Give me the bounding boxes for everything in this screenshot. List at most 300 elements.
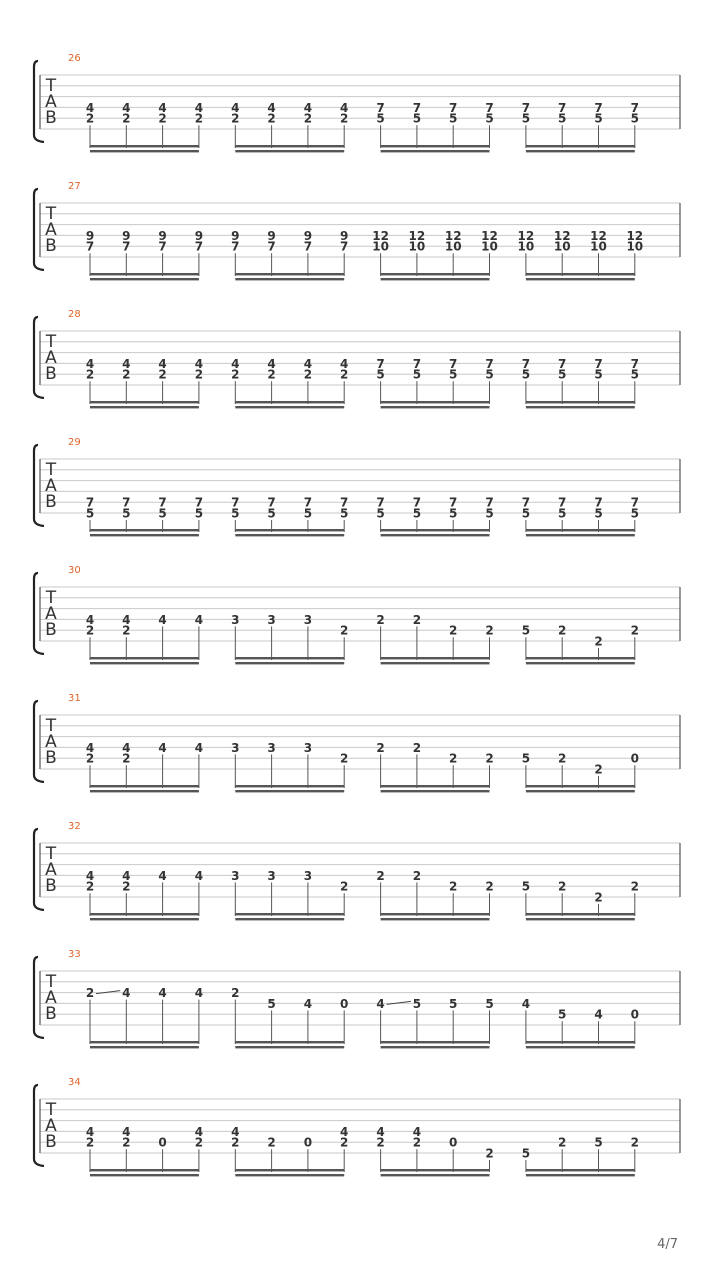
fret-number: 5 (594, 1135, 603, 1150)
fret-number: 2 (485, 623, 494, 638)
fret-number: 4 (85, 1124, 95, 1139)
fret-number: 10 (590, 239, 607, 254)
fret-number: 4 (194, 986, 204, 1001)
fret-number: 4 (122, 868, 131, 883)
fret-number: 5 (558, 111, 567, 126)
fret-number: 2 (85, 623, 95, 638)
fret-number: 2 (376, 868, 385, 883)
fret-number: 7 (558, 100, 567, 115)
beam (235, 401, 344, 403)
fret-number: 3 (303, 612, 313, 627)
fret-number: 4 (122, 1124, 131, 1139)
beam (526, 657, 635, 659)
beam (235, 1174, 344, 1176)
beam (526, 1041, 635, 1043)
fret-number: 7 (558, 495, 567, 510)
beam (526, 913, 635, 915)
fret-number: 7 (303, 239, 313, 254)
fret-number: 3 (231, 740, 240, 755)
fret-number: 4 (122, 356, 131, 371)
fret-number: 10 (444, 239, 462, 254)
fret-number: 2 (630, 623, 639, 638)
beam (90, 401, 199, 403)
fret-number: 7 (521, 100, 531, 115)
fret-number: 3 (267, 740, 276, 755)
measure-number: 33 (68, 949, 81, 960)
fret-number: 4 (122, 986, 131, 1001)
fret-number: 7 (231, 239, 240, 254)
fret-number: 2 (267, 1135, 276, 1150)
beam (235, 145, 344, 147)
tab-clef-letter: A (45, 732, 57, 752)
fret-number: 7 (630, 100, 639, 115)
beam (381, 913, 490, 915)
fret-number: 2 (231, 367, 240, 382)
tab-clef-letter: A (45, 988, 57, 1008)
fret-number: 7 (340, 239, 349, 254)
fret-number: 4 (231, 356, 240, 371)
fret-number: 5 (521, 111, 531, 126)
fret-number: 2 (85, 1135, 95, 1150)
beam (381, 278, 490, 280)
tab-system (34, 1077, 680, 1176)
tab-clef-letter: A (45, 860, 57, 880)
fret-number: 5 (485, 506, 494, 521)
system-bracket (34, 1085, 44, 1166)
fret-number: 2 (85, 879, 95, 894)
fret-number: 2 (158, 367, 167, 382)
fret-number: 2 (194, 1135, 204, 1150)
fret-number: 0 (158, 1135, 167, 1150)
fret-number: 4 (376, 1124, 385, 1139)
beam (526, 662, 635, 664)
beam (235, 1046, 344, 1048)
fret-number: 7 (449, 100, 458, 115)
beam (90, 406, 199, 408)
fret-number: 5 (630, 506, 639, 521)
beam (90, 1046, 199, 1048)
beam (381, 1169, 490, 1171)
tab-system (34, 309, 680, 408)
fret-number: 7 (267, 495, 276, 510)
fret-number: 2 (122, 367, 131, 382)
fret-number: 7 (521, 495, 531, 510)
fret-number: 4 (85, 612, 95, 627)
fret-number: 4 (194, 356, 204, 371)
beam (90, 273, 199, 275)
beam (526, 145, 635, 147)
beam (381, 406, 490, 408)
fret-number: 5 (303, 506, 313, 521)
fret-number: 9 (85, 228, 95, 243)
fret-number: 2 (412, 1135, 422, 1150)
beam (235, 150, 344, 152)
fret-number: 7 (449, 495, 458, 510)
fret-number: 5 (521, 623, 531, 638)
fret-number: 7 (158, 495, 167, 510)
fret-number: 3 (267, 612, 276, 627)
beam (526, 1169, 635, 1171)
tab-clef-letter: A (45, 476, 57, 496)
fret-number: 7 (485, 495, 494, 510)
tab-clef-letter: T (45, 844, 57, 864)
beam (381, 790, 490, 792)
fret-number: 7 (449, 356, 458, 371)
beam (90, 1174, 199, 1176)
fret-number: 4 (85, 356, 95, 371)
fret-number: 7 (340, 495, 349, 510)
system-bracket (34, 829, 44, 910)
beam (381, 918, 490, 920)
page-number: 4/7 (657, 1237, 678, 1252)
fret-number: 7 (303, 495, 313, 510)
beam (381, 1041, 490, 1043)
fret-number: 7 (122, 239, 131, 254)
fret-number: 5 (594, 111, 603, 126)
fret-number: 2 (267, 367, 276, 382)
fret-number: 2 (122, 1135, 131, 1150)
fret-number: 5 (594, 506, 603, 521)
fret-number: 10 (553, 239, 571, 254)
fret-number: 10 (481, 239, 498, 254)
fret-number: 7 (594, 356, 603, 371)
fret-number: 7 (376, 495, 385, 510)
fret-number: 4 (194, 868, 204, 883)
measure-number: 31 (68, 693, 81, 704)
fret-number: 2 (558, 623, 567, 638)
fret-number: 5 (376, 111, 385, 126)
fret-number: 5 (412, 367, 422, 382)
tab-clef-letter: B (45, 1004, 57, 1024)
fret-number: 5 (158, 506, 167, 521)
measure-number: 26 (68, 53, 81, 64)
beam (90, 790, 199, 792)
fret-number: 9 (303, 228, 313, 243)
fret-number: 4 (303, 996, 313, 1011)
fret-number: 4 (303, 100, 313, 115)
fret-number: 5 (267, 506, 276, 521)
fret-number: 2 (485, 1146, 494, 1161)
beam (235, 406, 344, 408)
beam (90, 662, 199, 664)
fret-number: 5 (449, 111, 458, 126)
system-bracket (34, 317, 44, 398)
fret-number: 4 (194, 1124, 204, 1139)
fret-number: 2 (340, 623, 349, 638)
fret-number: 2 (412, 612, 422, 627)
tab-clef-letter: B (45, 1132, 57, 1152)
fret-number: 5 (194, 506, 204, 521)
fret-number: 4 (158, 868, 167, 883)
tab-clef-letter: B (45, 620, 57, 640)
fret-number: 2 (340, 751, 349, 766)
fret-number: 7 (194, 495, 204, 510)
fret-number: 5 (376, 367, 385, 382)
fret-number: 4 (303, 356, 313, 371)
fret-number: 5 (449, 367, 458, 382)
fret-number: 2 (376, 740, 385, 755)
beam (526, 529, 635, 531)
beam (526, 534, 635, 536)
fret-number: 7 (85, 239, 95, 254)
beam (381, 1046, 490, 1048)
beam (526, 1174, 635, 1176)
fret-number: 7 (485, 356, 494, 371)
fret-number: 2 (122, 623, 131, 638)
fret-number: 4 (267, 100, 276, 115)
fret-number: 4 (376, 996, 385, 1011)
tab-clef-letter: A (45, 348, 57, 368)
beam (90, 529, 199, 531)
beam (381, 150, 490, 152)
fret-number: 2 (485, 751, 494, 766)
fret-number: 0 (630, 1007, 639, 1022)
fret-number: 2 (449, 879, 458, 894)
fret-number: 7 (231, 495, 240, 510)
measure-number: 28 (68, 309, 81, 320)
fret-number: 2 (412, 740, 422, 755)
fret-number: 7 (122, 495, 131, 510)
fret-number: 12 (517, 228, 535, 243)
fret-number: 5 (558, 367, 567, 382)
fret-number: 5 (340, 506, 349, 521)
beam (235, 534, 344, 536)
fret-number: 10 (626, 239, 644, 254)
fret-number: 2 (158, 111, 167, 126)
fret-number: 4 (231, 1124, 240, 1139)
tab-clef-letter: T (45, 716, 57, 736)
fret-number: 10 (517, 239, 535, 254)
tab-clef-letter: B (45, 748, 57, 768)
beam (526, 278, 635, 280)
beam (235, 1041, 344, 1043)
fret-number: 2 (340, 879, 349, 894)
fret-number: 2 (449, 623, 458, 638)
fret-number: 7 (594, 495, 603, 510)
beam (381, 1174, 490, 1176)
fret-number: 7 (412, 100, 422, 115)
fret-number: 5 (485, 367, 494, 382)
fret-number: 2 (85, 751, 95, 766)
beam (381, 273, 490, 275)
tab-clef-letter: T (45, 972, 57, 992)
beam (526, 150, 635, 152)
tab-system (34, 693, 680, 792)
fret-number: 7 (376, 356, 385, 371)
fret-number: 2 (630, 879, 639, 894)
fret-number: 4 (340, 356, 349, 371)
fret-number: 12 (408, 228, 426, 243)
fret-number: 4 (158, 612, 167, 627)
tab-clef-letter: B (45, 876, 57, 896)
fret-number: 2 (340, 367, 349, 382)
fret-number: 2 (122, 879, 131, 894)
beam (526, 273, 635, 275)
beam (90, 918, 199, 920)
beam (381, 145, 490, 147)
fret-number: 10 (408, 239, 426, 254)
fret-number: 4 (412, 1124, 422, 1139)
fret-number: 5 (231, 506, 240, 521)
fret-number: 2 (194, 111, 204, 126)
beam (526, 785, 635, 787)
beam (235, 657, 344, 659)
fret-number: 12 (590, 228, 607, 243)
fret-number: 4 (85, 740, 95, 755)
fret-number: 2 (558, 751, 567, 766)
beam (90, 534, 199, 536)
fret-number: 9 (267, 228, 276, 243)
fret-number: 3 (231, 868, 240, 883)
fret-number: 2 (303, 367, 313, 382)
fret-number: 12 (553, 228, 571, 243)
system-bracket (34, 61, 44, 142)
beam (381, 401, 490, 403)
tab-system (34, 821, 680, 920)
fret-number: 5 (449, 506, 458, 521)
beam (90, 657, 199, 659)
beam (526, 1046, 635, 1048)
fret-number: 4 (267, 356, 276, 371)
fret-number: 9 (194, 228, 204, 243)
fret-number: 7 (158, 239, 167, 254)
tab-clef-letter: T (45, 76, 57, 96)
tab-clef-letter: A (45, 1116, 57, 1136)
measure-number: 27 (68, 181, 81, 192)
fret-number: 4 (158, 356, 167, 371)
fret-number: 12 (444, 228, 462, 243)
fret-number: 4 (340, 100, 349, 115)
fret-number: 7 (558, 356, 567, 371)
fret-number: 5 (122, 506, 131, 521)
beam (526, 918, 635, 920)
fret-number: 4 (85, 868, 95, 883)
fret-number: 4 (194, 740, 204, 755)
fret-number: 7 (412, 495, 422, 510)
fret-number: 4 (194, 100, 204, 115)
fret-number: 5 (521, 879, 531, 894)
tab-clef-letter: B (45, 364, 57, 384)
fret-number: 5 (521, 367, 531, 382)
tab-system (34, 181, 680, 280)
beam (381, 785, 490, 787)
fret-number: 7 (267, 239, 276, 254)
tab-clef-letter: A (45, 92, 57, 112)
fret-number: 5 (630, 367, 639, 382)
fret-number: 2 (376, 1135, 385, 1150)
fret-number: 5 (412, 996, 422, 1011)
fret-number: 4 (521, 996, 531, 1011)
beam (90, 913, 199, 915)
tab-clef-letter: B (45, 236, 57, 256)
fret-number: 5 (449, 996, 458, 1011)
fret-number: 12 (626, 228, 644, 243)
beam (381, 662, 490, 664)
beam (235, 529, 344, 531)
fret-number: 2 (231, 1135, 240, 1150)
fret-number: 12 (481, 228, 498, 243)
tab-clef-letter: T (45, 1100, 57, 1120)
fret-number: 0 (340, 996, 349, 1011)
fret-number: 2 (376, 612, 385, 627)
fret-number: 5 (376, 506, 385, 521)
fret-number: 5 (85, 506, 95, 521)
tab-clef-letter: T (45, 332, 57, 352)
beam (90, 785, 199, 787)
fret-number: 2 (267, 111, 276, 126)
beam (90, 1041, 199, 1043)
beam (235, 278, 344, 280)
fret-number: 10 (372, 239, 389, 254)
fret-number: 0 (630, 751, 639, 766)
fret-number: 5 (521, 751, 531, 766)
system-bracket (34, 189, 44, 270)
fret-number: 5 (267, 996, 276, 1011)
fret-number: 9 (231, 228, 240, 243)
fret-number: 2 (194, 367, 204, 382)
fret-number: 0 (449, 1135, 458, 1150)
fret-number: 4 (122, 612, 131, 627)
fret-number: 5 (558, 506, 567, 521)
beam (381, 529, 490, 531)
system-bracket (34, 445, 44, 526)
measure-number: 32 (68, 821, 81, 832)
fret-number: 2 (449, 751, 458, 766)
tab-clef-letter: T (45, 460, 57, 480)
beam (90, 278, 199, 280)
fret-number: 7 (594, 100, 603, 115)
fret-number: 9 (158, 228, 167, 243)
fret-number: 2 (558, 879, 567, 894)
fret-number: 5 (594, 367, 603, 382)
tab-system (34, 53, 680, 152)
fret-number: 5 (558, 1007, 567, 1022)
beam (235, 273, 344, 275)
fret-number: 2 (340, 1135, 349, 1150)
fret-number: 2 (630, 1135, 639, 1150)
fret-number: 4 (340, 1124, 349, 1139)
fret-number: 7 (630, 356, 639, 371)
fret-number: 7 (485, 100, 494, 115)
measure-number: 34 (68, 1077, 81, 1088)
tab-system (34, 949, 680, 1048)
system-bracket (34, 573, 44, 654)
beam (235, 918, 344, 920)
fret-number: 5 (485, 111, 494, 126)
beam (235, 662, 344, 664)
beam (526, 406, 635, 408)
tab-system (34, 565, 680, 664)
fret-number: 2 (594, 762, 603, 777)
tab-clef-letter: A (45, 220, 57, 240)
fret-number: 2 (122, 111, 131, 126)
beam (526, 401, 635, 403)
beam (235, 785, 344, 787)
fret-number: 0 (303, 1135, 313, 1150)
fret-number: 2 (594, 890, 603, 905)
fret-number: 5 (630, 111, 639, 126)
measure-number: 30 (68, 565, 81, 576)
fret-number: 7 (376, 100, 385, 115)
fret-number: 2 (231, 986, 240, 1001)
fret-number: 2 (85, 367, 95, 382)
beam (90, 145, 199, 147)
fret-number: 7 (85, 495, 95, 510)
fret-number: 2 (594, 634, 603, 649)
tab-clef-letter: T (45, 588, 57, 608)
fret-number: 5 (521, 1146, 531, 1161)
tab-clef-letter: T (45, 204, 57, 224)
